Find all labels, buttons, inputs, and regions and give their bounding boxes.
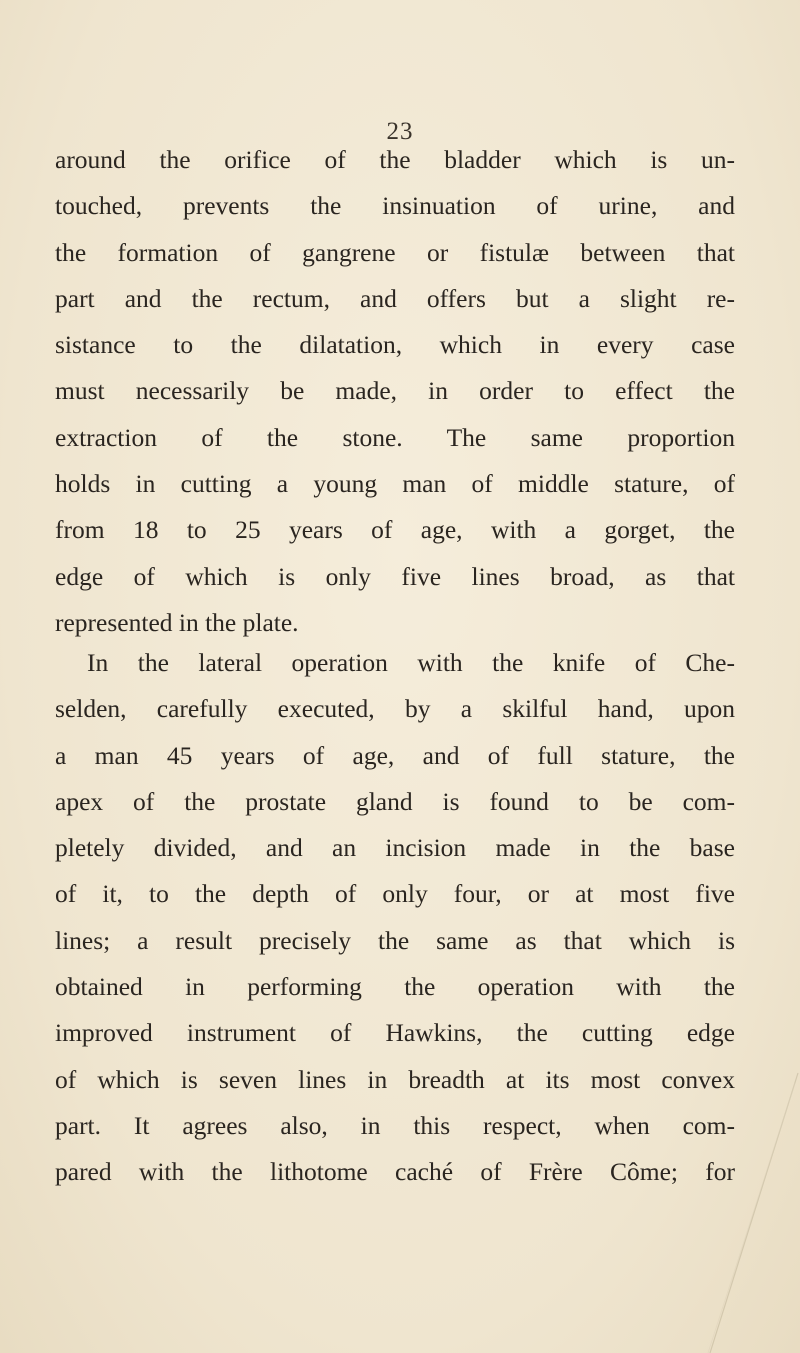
paragraph-1	[55, 137, 735, 646]
text-line: around the orifice of the bladder which is un-	[55, 145, 735, 174]
text-line: must necessarily be made, in order to effect the	[55, 376, 735, 406]
text-line: In the lateral operation with the knife of Che-	[87, 648, 735, 677]
text-line: edge of which is only five lines broad, as that	[55, 561, 735, 591]
text-line: lines; a result precisely the same as that which is	[55, 925, 735, 955]
text-line: selden, carefully executed, by a skilful hand, upon	[55, 694, 735, 724]
text-line: extraction of the stone. The same proportion	[55, 422, 735, 452]
text-line: sistance to the dilatation, which in every case	[55, 330, 735, 360]
text-line: part. It agrees also, in this respect, when com-	[55, 1110, 735, 1140]
text-line: of it, to the depth of only four, or at most five	[55, 879, 735, 909]
text-line: from 18 to 25 years of age, with a gorget, the	[55, 515, 735, 545]
text-line: pared with the lithotome caché of Frère Côme; for	[55, 1157, 735, 1187]
text-line: the formation of gangrene or fistulæ between that	[55, 237, 735, 267]
text-line: a man 45 years of age, and of full stature, the	[55, 740, 735, 770]
text-line: represented in the plate.	[55, 607, 299, 637]
text-line: obtained in performing the operation with the	[55, 972, 735, 1002]
text-line: part and the rectum, and offers but a slight re-	[55, 283, 735, 313]
text-line: improved instrument of Hawkins, the cutting edge	[55, 1018, 735, 1048]
text-line: apex of the prostate gland is found to be com-	[55, 786, 735, 816]
text-line: holds in cutting a young man of middle stature, of	[55, 469, 735, 499]
text-line: touched, prevents the insinuation of urine, and	[55, 191, 735, 221]
text-line: of which is seven lines in breadth at its most convex	[55, 1064, 735, 1094]
text-line: pletely divided, and an incision made in the base	[55, 833, 735, 863]
page-number: 23	[386, 118, 414, 145]
paragraph-2	[55, 640, 735, 1196]
